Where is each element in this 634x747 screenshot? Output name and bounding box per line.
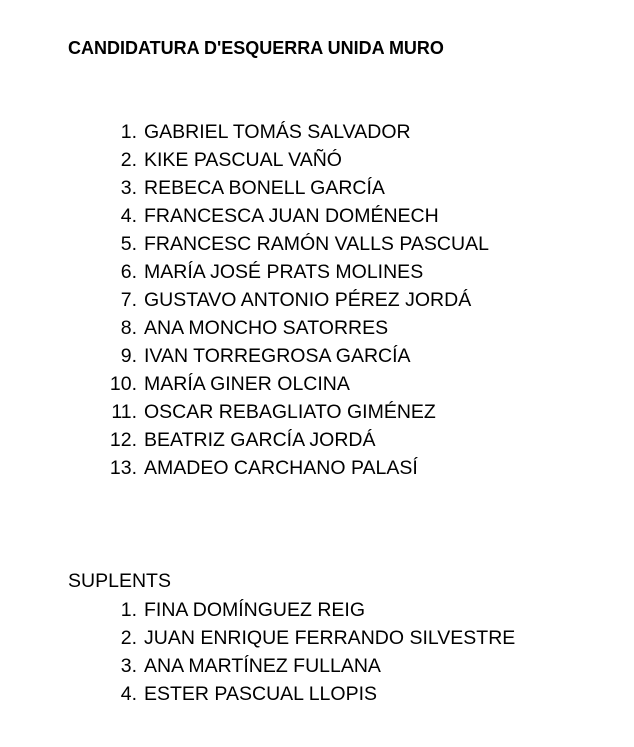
candidate-name: GABRIEL TOMÁS SALVADOR — [144, 121, 411, 143]
candidate-name: MARÍA JOSÉ PRATS MOLINES — [144, 261, 424, 283]
substitute-name: ESTER PASCUAL LLOPIS — [144, 683, 378, 705]
candidate-name: AMADEO CARCHANO PALASÍ — [144, 457, 418, 479]
item-number: 3. — [120, 655, 137, 677]
substitute-name: FINA DOMÍNGUEZ REIG — [144, 599, 366, 621]
item-number: 2. — [120, 627, 137, 649]
candidate-name: MARÍA GINER OLCINA — [144, 373, 350, 395]
list-item — [100, 426, 489, 454]
candidate-list — [100, 118, 489, 482]
item-number: 9. — [120, 345, 137, 367]
candidate-name: ANA MONCHO SATORRES — [144, 317, 389, 339]
candidate-name: REBECA BONELL GARCÍA — [144, 177, 385, 199]
list-item — [100, 680, 515, 708]
candidate-name: BEATRIZ GARCÍA JORDÁ — [144, 429, 376, 451]
list-item — [100, 258, 489, 286]
substitute-list — [100, 596, 515, 708]
item-number: 4. — [120, 683, 137, 705]
list-item — [100, 454, 489, 482]
candidate-name: OSCAR REBAGLIATO GIMÉNEZ — [144, 401, 436, 423]
item-number: 5. — [120, 233, 137, 255]
list-item — [100, 342, 489, 370]
list-item — [100, 398, 489, 426]
candidate-name: GUSTAVO ANTONIO PÉREZ JORDÁ — [144, 289, 472, 311]
list-item — [100, 370, 489, 398]
item-number: 12. — [109, 429, 137, 451]
item-number: 1. — [120, 599, 137, 621]
item-number: 2. — [120, 149, 137, 171]
item-number: 7. — [120, 289, 137, 311]
list-item — [100, 230, 489, 258]
item-number: 11. — [111, 401, 137, 423]
item-number: 1. — [120, 121, 137, 143]
substitute-name: ANA MARTÍNEZ FULLANA — [144, 655, 381, 677]
list-item — [100, 314, 489, 342]
item-number: 3. — [120, 177, 137, 199]
item-number: 8. — [120, 317, 137, 339]
list-item — [100, 624, 515, 652]
list-item — [100, 146, 489, 174]
list-item — [100, 596, 515, 624]
item-number: 13. — [109, 457, 137, 479]
item-number: 6. — [120, 261, 137, 283]
substitute-name: JUAN ENRIQUE FERRANDO SILVESTRE — [144, 627, 516, 649]
page-title: CANDIDATURA D'ESQUERRA UNIDA MURO — [68, 38, 444, 58]
candidate-name: IVAN TORREGROSA GARCÍA — [144, 345, 411, 367]
candidate-name: KIKE PASCUAL VAÑÓ — [144, 149, 342, 171]
item-number: 10. — [109, 373, 137, 395]
substitutes-heading: SUPLENTS — [68, 570, 171, 592]
candidate-name: FRANCESC RAMÓN VALLS PASCUAL — [144, 233, 489, 255]
list-item — [100, 118, 489, 146]
candidate-name: FRANCESCA JUAN DOMÉNECH — [144, 205, 439, 227]
list-item — [100, 652, 515, 680]
list-item — [100, 174, 489, 202]
list-item — [100, 286, 489, 314]
item-number: 4. — [120, 205, 137, 227]
list-item — [100, 202, 489, 230]
